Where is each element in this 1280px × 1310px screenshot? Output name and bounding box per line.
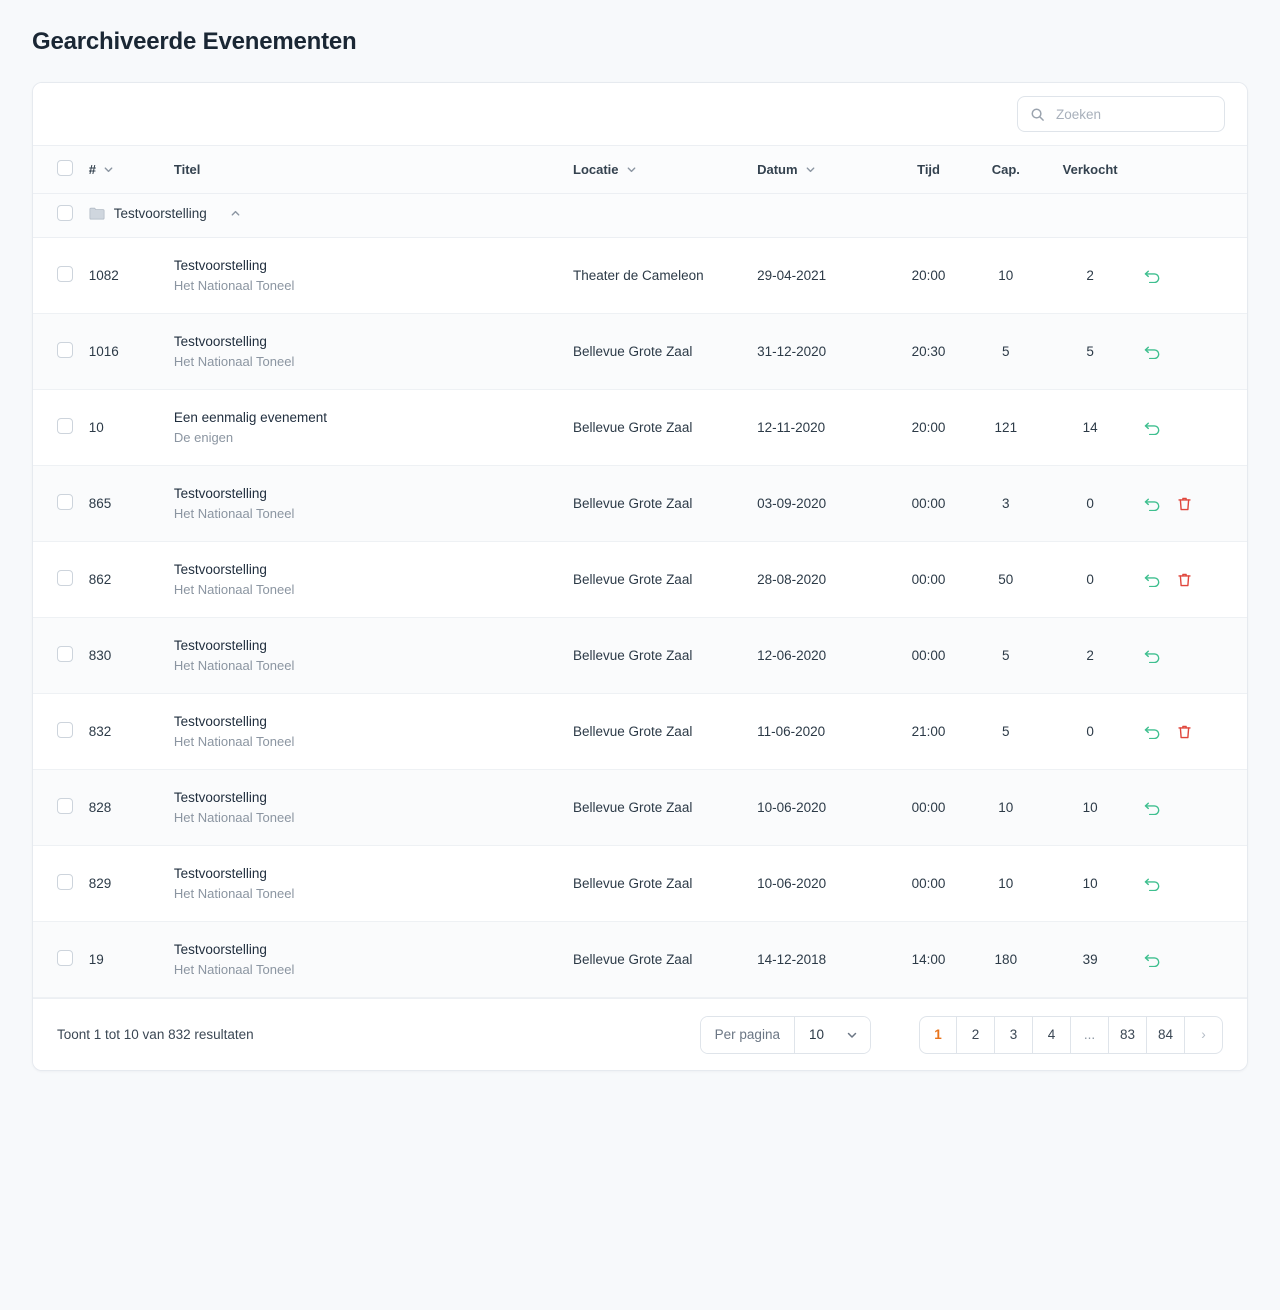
column-header-time bbox=[888, 146, 969, 194]
row-date: 28-08-2020 bbox=[757, 572, 827, 587]
row-actions-cell bbox=[1138, 238, 1247, 314]
row-date: 03-09-2020 bbox=[757, 496, 827, 511]
row-select-cell bbox=[33, 390, 89, 466]
table-row[interactable] bbox=[33, 922, 1247, 998]
delete-icon[interactable] bbox=[1177, 572, 1192, 588]
row-select-cell bbox=[33, 466, 89, 542]
events-card bbox=[32, 82, 1248, 1071]
table-row[interactable] bbox=[33, 238, 1247, 314]
per-page-label: Per pagina bbox=[701, 1017, 795, 1053]
row-sold: 39 bbox=[1082, 952, 1098, 967]
row-location: Bellevue Grote Zaal bbox=[573, 572, 693, 587]
row-id: 862 bbox=[88, 572, 112, 587]
row-title-cell bbox=[174, 390, 573, 466]
row-location: Bellevue Grote Zaal bbox=[573, 952, 693, 967]
row-sold: 0 bbox=[1086, 496, 1094, 511]
row-title: Testvoorstelling bbox=[173, 942, 267, 957]
chevron-down-icon bbox=[103, 164, 114, 175]
column-label-location: Locatie bbox=[573, 162, 619, 177]
pagination-ellipsis: ... bbox=[1071, 1016, 1109, 1054]
row-capacity: 5 bbox=[1002, 344, 1010, 359]
select-all-header bbox=[33, 146, 89, 194]
row-sold: 2 bbox=[1086, 648, 1094, 663]
row-id: 1016 bbox=[88, 344, 119, 359]
row-title: Testvoorstelling bbox=[173, 866, 267, 881]
row-capacity: 10 bbox=[998, 800, 1014, 815]
search-input-wrapper[interactable] bbox=[1017, 96, 1225, 132]
row-checkbox[interactable] bbox=[57, 418, 73, 434]
column-label-title: Titel bbox=[173, 162, 201, 177]
row-date: 31-12-2020 bbox=[757, 344, 827, 359]
row-id: 828 bbox=[88, 800, 112, 815]
row-actions-cell bbox=[1138, 466, 1247, 542]
chevron-down-icon bbox=[626, 164, 637, 175]
row-title-cell bbox=[174, 922, 573, 998]
row-capacity: 50 bbox=[998, 572, 1014, 587]
restore-icon[interactable] bbox=[1144, 876, 1161, 891]
row-title: Testvoorstelling bbox=[173, 258, 267, 273]
row-time: 00:00 bbox=[911, 648, 946, 663]
delete-icon[interactable] bbox=[1177, 724, 1192, 740]
row-subtitle: Het Nationaal Toneel bbox=[173, 886, 295, 901]
row-id: 832 bbox=[88, 724, 112, 739]
row-title: Testvoorstelling bbox=[173, 638, 267, 653]
row-time: 00:00 bbox=[911, 800, 946, 815]
column-header-date[interactable] bbox=[757, 146, 888, 194]
row-select-cell bbox=[33, 846, 89, 922]
row-date: 12-11-2020 bbox=[757, 420, 826, 435]
table-row[interactable] bbox=[33, 618, 1247, 694]
pagination-page-1[interactable]: 1 bbox=[919, 1016, 957, 1054]
pagination bbox=[919, 1016, 1223, 1054]
row-subtitle: Het Nationaal Toneel bbox=[173, 734, 295, 749]
row-location: Bellevue Grote Zaal bbox=[573, 496, 693, 511]
table-body bbox=[33, 238, 1247, 998]
row-title-cell bbox=[174, 618, 573, 694]
restore-icon[interactable] bbox=[1144, 268, 1161, 283]
row-id: 829 bbox=[88, 876, 112, 891]
column-header-sold bbox=[1042, 146, 1137, 194]
group-checkbox[interactable] bbox=[57, 205, 73, 221]
row-id: 19 bbox=[88, 952, 104, 967]
row-checkbox[interactable] bbox=[57, 874, 73, 890]
row-actions-cell bbox=[1138, 542, 1247, 618]
row-actions-cell bbox=[1138, 618, 1247, 694]
table-row[interactable] bbox=[33, 314, 1247, 390]
row-sold: 10 bbox=[1082, 800, 1098, 815]
row-location: Theater de Cameleon bbox=[573, 268, 704, 283]
row-subtitle: Het Nationaal Toneel bbox=[173, 354, 295, 369]
row-title: Testvoorstelling bbox=[173, 562, 267, 577]
table-group-head bbox=[33, 194, 1247, 238]
row-location: Bellevue Grote Zaal bbox=[573, 344, 693, 359]
table-row[interactable] bbox=[33, 846, 1247, 922]
row-subtitle: Het Nationaal Toneel bbox=[173, 582, 295, 597]
row-checkbox[interactable] bbox=[57, 646, 73, 662]
row-title: Testvoorstelling bbox=[173, 790, 267, 805]
column-label-id: # bbox=[88, 162, 96, 177]
pagination-page-83[interactable]: 83 bbox=[1109, 1016, 1147, 1054]
row-time: 20:00 bbox=[911, 420, 946, 435]
row-time: 00:00 bbox=[911, 496, 946, 511]
group-label-cell bbox=[89, 194, 1247, 238]
row-sold: 10 bbox=[1082, 876, 1098, 891]
pagination-page-84[interactable]: 84 bbox=[1147, 1016, 1185, 1054]
row-location: Bellevue Grote Zaal bbox=[573, 876, 693, 891]
column-label-time: Tijd bbox=[917, 162, 940, 177]
restore-icon[interactable] bbox=[1144, 648, 1161, 663]
row-date: 12-06-2020 bbox=[757, 648, 827, 663]
restore-icon[interactable] bbox=[1144, 420, 1161, 435]
row-select-cell bbox=[33, 770, 89, 846]
row-time: 21:00 bbox=[911, 724, 946, 739]
row-select-cell bbox=[33, 922, 89, 998]
row-subtitle: Het Nationaal Toneel bbox=[173, 810, 295, 825]
chevron-up-icon[interactable] bbox=[230, 208, 241, 219]
row-actions-cell bbox=[1138, 846, 1247, 922]
column-label-date: Datum bbox=[757, 162, 798, 177]
restore-icon[interactable] bbox=[1144, 572, 1161, 587]
column-header-title[interactable] bbox=[174, 146, 573, 194]
table-row[interactable] bbox=[33, 542, 1247, 618]
per-page-control[interactable] bbox=[700, 1016, 871, 1054]
table-row[interactable] bbox=[33, 466, 1247, 542]
row-location: Bellevue Grote Zaal bbox=[573, 420, 693, 435]
column-header-location[interactable] bbox=[573, 146, 757, 194]
row-capacity: 10 bbox=[998, 268, 1014, 283]
row-title-cell bbox=[174, 466, 573, 542]
row-title-cell bbox=[174, 238, 573, 314]
row-checkbox[interactable] bbox=[57, 570, 73, 586]
row-date: 10-06-2020 bbox=[757, 800, 827, 815]
pagination-next-button[interactable]: › bbox=[1185, 1016, 1223, 1054]
row-actions-cell bbox=[1138, 390, 1247, 466]
row-capacity: 3 bbox=[1002, 496, 1010, 511]
search-input[interactable] bbox=[1054, 106, 1212, 123]
group-title: Testvoorstelling bbox=[113, 205, 207, 221]
row-select-cell bbox=[33, 238, 89, 314]
row-title: Een eenmalig evenement bbox=[173, 410, 327, 425]
row-title-cell bbox=[174, 694, 573, 770]
group-select-cell bbox=[33, 194, 89, 238]
row-title-cell bbox=[174, 542, 573, 618]
row-id: 10 bbox=[88, 420, 104, 435]
row-actions-cell bbox=[1138, 694, 1247, 770]
row-subtitle: Het Nationaal Toneel bbox=[173, 658, 295, 673]
row-subtitle: De enigen bbox=[173, 430, 234, 445]
row-location: Bellevue Grote Zaal bbox=[573, 724, 693, 739]
column-label-capacity: Cap. bbox=[991, 162, 1020, 177]
column-header-id[interactable] bbox=[89, 146, 174, 194]
row-actions-cell bbox=[1138, 314, 1247, 390]
row-location: Bellevue Grote Zaal bbox=[573, 648, 693, 663]
restore-icon[interactable] bbox=[1144, 800, 1161, 815]
row-sold: 0 bbox=[1086, 572, 1094, 587]
result-count: Toont 1 tot 10 van 832 resultaten bbox=[57, 1027, 254, 1042]
row-title-cell bbox=[174, 314, 573, 390]
pagination-page-4[interactable]: 4 bbox=[1033, 1016, 1071, 1054]
restore-icon[interactable] bbox=[1144, 724, 1161, 739]
row-title-cell bbox=[174, 770, 573, 846]
row-title: Testvoorstelling bbox=[173, 334, 267, 349]
row-date: 14-12-2018 bbox=[757, 952, 827, 967]
row-date: 11-06-2020 bbox=[757, 724, 826, 739]
search-icon bbox=[1030, 107, 1045, 122]
pagination-page-2[interactable]: 2 bbox=[957, 1016, 995, 1054]
row-id: 1082 bbox=[88, 268, 119, 283]
table-row[interactable] bbox=[33, 390, 1247, 466]
row-id: 865 bbox=[88, 496, 112, 511]
events-table bbox=[33, 145, 1247, 998]
column-header-actions bbox=[1138, 146, 1247, 194]
table-row[interactable] bbox=[33, 694, 1247, 770]
page-title: Gearchiveerde Evenementen bbox=[32, 28, 357, 55]
row-checkbox[interactable] bbox=[57, 494, 73, 510]
table-row[interactable] bbox=[33, 770, 1247, 846]
delete-icon[interactable] bbox=[1177, 496, 1192, 512]
restore-icon[interactable] bbox=[1144, 952, 1161, 967]
per-page-select[interactable] bbox=[795, 1017, 870, 1053]
per-page-value: 10 bbox=[808, 1027, 824, 1042]
row-select-cell bbox=[33, 314, 89, 390]
row-actions-cell bbox=[1138, 922, 1247, 998]
row-date: 29-04-2021 bbox=[757, 268, 827, 283]
table-footer bbox=[33, 998, 1247, 1070]
row-id: 830 bbox=[88, 648, 112, 663]
row-select-cell bbox=[33, 542, 89, 618]
row-checkbox[interactable] bbox=[57, 342, 73, 358]
group-row[interactable] bbox=[33, 194, 1247, 238]
table-toolbar bbox=[33, 83, 1247, 145]
row-select-cell bbox=[33, 694, 89, 770]
chevron-down-icon bbox=[846, 1029, 858, 1041]
row-capacity: 5 bbox=[1002, 724, 1010, 739]
row-checkbox[interactable] bbox=[57, 722, 73, 738]
row-title: Testvoorstelling bbox=[173, 486, 267, 501]
row-time: 00:00 bbox=[911, 876, 946, 891]
row-select-cell bbox=[33, 618, 89, 694]
row-capacity: 10 bbox=[998, 876, 1014, 891]
row-checkbox[interactable] bbox=[57, 950, 73, 966]
restore-icon[interactable] bbox=[1144, 496, 1161, 511]
row-sold: 5 bbox=[1086, 344, 1094, 359]
column-label-sold: Verkocht bbox=[1062, 162, 1118, 177]
row-sold: 14 bbox=[1082, 420, 1098, 435]
row-sold: 2 bbox=[1086, 268, 1094, 283]
restore-icon[interactable] bbox=[1144, 344, 1161, 359]
row-date: 10-06-2020 bbox=[757, 876, 827, 891]
row-subtitle: Het Nationaal Toneel bbox=[173, 962, 295, 977]
row-sold: 0 bbox=[1086, 724, 1094, 739]
row-checkbox[interactable] bbox=[57, 266, 73, 282]
row-checkbox[interactable] bbox=[57, 798, 73, 814]
chevron-down-icon bbox=[805, 164, 816, 175]
row-time: 20:00 bbox=[911, 268, 946, 283]
row-time: 14:00 bbox=[911, 952, 946, 967]
select-all-checkbox[interactable] bbox=[57, 160, 73, 176]
row-location: Bellevue Grote Zaal bbox=[573, 800, 693, 815]
folder-icon bbox=[89, 206, 105, 220]
row-subtitle: Het Nationaal Toneel bbox=[173, 278, 295, 293]
row-actions-cell bbox=[1138, 770, 1247, 846]
row-title: Testvoorstelling bbox=[173, 714, 267, 729]
row-title-cell bbox=[174, 846, 573, 922]
row-time: 20:30 bbox=[911, 344, 946, 359]
row-capacity: 5 bbox=[1002, 648, 1010, 663]
table-head bbox=[33, 146, 1247, 194]
row-subtitle: Het Nationaal Toneel bbox=[173, 506, 295, 521]
row-time: 00:00 bbox=[911, 572, 946, 587]
row-capacity: 180 bbox=[994, 952, 1018, 967]
pagination-page-3[interactable]: 3 bbox=[995, 1016, 1033, 1054]
row-capacity: 121 bbox=[994, 420, 1018, 435]
column-header-capacity bbox=[969, 146, 1042, 194]
